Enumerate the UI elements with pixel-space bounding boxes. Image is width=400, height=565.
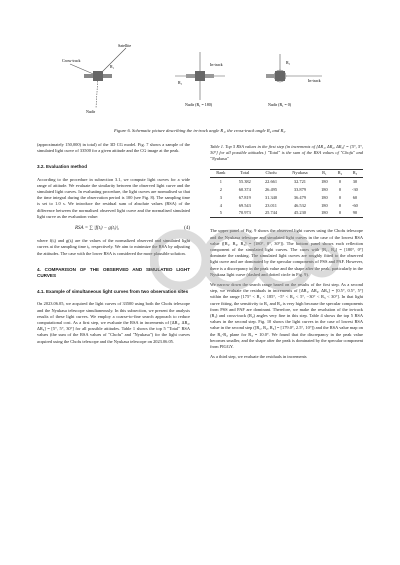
right-column [210, 142, 363, 364]
table-cell: 0 [338, 202, 342, 208]
table-cell: 70.973 [232, 210, 258, 218]
table-cell: 26.495 [264, 187, 278, 192]
table-row [210, 178, 363, 186]
section-4-title: 4. COMPARISON OF THE OBSERVED AND SIMULATED LIGHT CURVES [37, 266, 190, 279]
table-cell: 55.382 [238, 179, 251, 185]
table-header-cell: Rank [210, 169, 232, 178]
table-cell: 0 [338, 187, 342, 192]
right-paragraph-1: The upper panel of Fig. 9 shows the observed light curves using the Chofu telescope and the Nyukasa telescope and simulated light curves in the case of the lowest RSA value ([R₁, R₂, R₃] = [180°, 0°, 30°]). The bottom panel shows each reflection component of the simulated light curves. The cases with [R₁, R₂] = [180°, 0°] dominate the ranking. The simulated light curves are roughly fitted to the observed light curve and are dominated by the specular components of PSS and PAF. However, there is a discrepancy in the peak value and the shape after the peak, particularly in the Nyukasa light curve (dashed and dotted circle in Fig. 9). [210, 228, 363, 277]
table-cell: 0 [338, 194, 342, 200]
table-header-cell: Total [232, 169, 258, 178]
table-cell: 4 [219, 202, 222, 208]
table-cell: 1 [219, 179, 222, 185]
right-paragraph-2: We narrow down the search range based on the results of the first step. As a second step, we evaluate the residuals in increments of [ΔR₁, ΔR₂, ΔR₃] = [0.5°, 0.5°, 5°] within the range [175° < R₁ < 185°, −5° < R₂ < 5°, −30° < R₃ < 30°]. In that light curve fitting, the sensitivity to R₁ and R₂ is very high because the specular components from PSS and PAF are dominant. Therefore, we make the resolution of the in-track (R₁) and cross-track (R₂) angles very fine in this step. Table 4 shows the top 5 RSA values in the second step. Fig. 10 shows the light curves in the case of lowest RSA value in the second step ([R₁, R₂, R₃] = [179.0°, 2.5°, 10°]) and the RSA value map on the R₁-R₂ plane for R₃ = 10.0°. We found that the discrepancy in the peak value becomes smaller, and the shape after the peak is dominated by the specular component from PIGGY. [210, 282, 363, 350]
section-4-1-title: 4.1. Example of simultaneous light curves from two observation sites [37, 289, 189, 295]
table-header-cell: Nyukasa [284, 169, 316, 178]
table-cell: -30 [352, 187, 358, 192]
label-sub-left: Nadir (R₁ = 180) [185, 102, 213, 107]
table-cell: 180 [321, 187, 328, 192]
figure-6-schematic [60, 38, 340, 116]
table-header-cell: Chofu [258, 169, 284, 178]
table-cell: 60.374 [238, 187, 251, 192]
table-row [210, 202, 363, 210]
table-cell: 46.532 [293, 202, 306, 208]
table-cell: 2 [219, 187, 222, 192]
label-nadir: Nadir [86, 109, 96, 114]
section-3-2-paragraph-1: According to the procedure in subsection 3.1, we compute light curves for a wide range of attitude. We evaluate the similarity between the observed light curve and the simulated light curves. In evaluating procedure, the light curves are normalised so that the time integral during the observation period is 100 (see Fig. 8). The sampling time is set to 1.0 s. We introduce the residual sum of absolute values (RSA) of the difference between the normalised observed light curve and the normalised simulated light curve as the evaluation value: [37, 176, 190, 219]
right-paragraph-3: As a third step, we evaluate the residuals in increments [210, 354, 307, 360]
right-diagram [266, 54, 322, 107]
table-cell: 180 [321, 194, 328, 200]
label-sub-right: Nadir (R₁ = 0) [268, 102, 292, 107]
label-r3: R₃ [286, 60, 291, 65]
table-cell: 0 [333, 210, 347, 218]
label-r1-left: R₁ [110, 64, 115, 69]
satellite-body-icon [275, 71, 285, 81]
table-cell: 33.879 [293, 187, 306, 192]
table-cell: 22.661 [264, 179, 278, 185]
section-3-2-title: 3.2. Evaluation method [37, 164, 88, 170]
table-cell: 30 [352, 179, 358, 185]
table-1-caption: Table 1. Top 5 RSA values in the first step (in increments of [ΔR₁, ΔR₂, ΔR₃] = [5°, 5°, 30°] for all possible attitudes.) "Total" is the sum of the RSA values of "Chofu" and "Nyukasa" [210, 144, 363, 162]
label-cross-track: Cross-track [62, 58, 81, 63]
left-diagram [62, 43, 131, 114]
table-cell: 45.230 [284, 210, 316, 218]
table-header-cell: R₂ [333, 169, 347, 178]
figure-caption: Figure 6. Schematic picture describing the in-track angle R₁, the cross-track angle R₂ and R₃. [113, 128, 287, 133]
table-cell: 25.744 [258, 210, 284, 218]
table-cell: 36.479 [293, 194, 306, 200]
table-cell: 180 [321, 179, 328, 185]
table-row [210, 210, 363, 218]
label-in-track-right: In-track [308, 78, 321, 83]
label-in-track-mid: In-track [210, 62, 223, 67]
left-column [37, 142, 190, 349]
table-cell: 60 [352, 194, 358, 200]
table-cell: 69.543 [238, 202, 251, 208]
label-r2: R₂ [178, 80, 183, 85]
table-cell: 180 [316, 210, 333, 218]
table-cell: 180 [321, 202, 328, 208]
table-header-cell: R₃ [347, 169, 363, 178]
table-cell: 5 [210, 210, 232, 218]
table-row [210, 194, 363, 202]
table-cell: -60 [352, 202, 358, 208]
table-cell: 32.721 [293, 179, 306, 185]
satellite-body-icon [195, 71, 205, 81]
table-cell: 23.011 [265, 202, 277, 208]
middle-diagram [175, 52, 225, 107]
table-cell: 3 [219, 194, 222, 200]
table-header-cell: R₁ [316, 169, 333, 178]
section-4-1-paragraph-1: On 2023.06.05, we acquired the light curves of 33500 using both the Chofu telescope and the Nyukasa telescope simultaneously. In this subsection, we present the analysis results of these light curves. We employ a coarse-to-fine search approach to reduce computational cost. As a first step, we evaluate the RSA in increments of [ΔR₁, ΔR₂, ΔR₃] = [5°, 5°, 30°] for all possible attitudes. Table 1 shows the top 5 "Total" RSA values (the sum of the RSA values of "Chofu" and "Nyukasa") for the light curves acquired using the Chofu telescope and the Nyukasa telescope on 2023.06.05. [37, 301, 190, 344]
table-row [210, 186, 363, 194]
table-header-row [210, 169, 363, 178]
table-cell: 0 [338, 179, 342, 185]
intro-paragraph: (approximately 150,000) in total) of the 3D CG model. Fig. 7 shows a sample of the simulated light curve of 33500 for a given attitude and the CG image at the peak. [37, 142, 190, 154]
table-1 [210, 169, 363, 219]
label-satellite: Satellite [118, 43, 132, 48]
table-cell: 67.819 [238, 194, 251, 200]
equation-number: (4) [184, 226, 190, 232]
equation-4 [75, 226, 190, 232]
satellite-body-icon [93, 71, 103, 81]
section-3-2-paragraph-2: where f(tᵢ) and g(tᵢ) are the values of the normalized observed and simulated light curves at the sampling time tᵢ, respectively. We aim to minimize the RSA by adjusting the attitudes. The case with the lower RSA is considered the more plausible solution. [37, 238, 190, 256]
equation-body: RSA = ∑ |f(tᵢ) − g(tᵢ)|, [75, 226, 119, 232]
table-cell: 31.340 [264, 194, 278, 200]
table-cell: 90 [347, 210, 363, 218]
